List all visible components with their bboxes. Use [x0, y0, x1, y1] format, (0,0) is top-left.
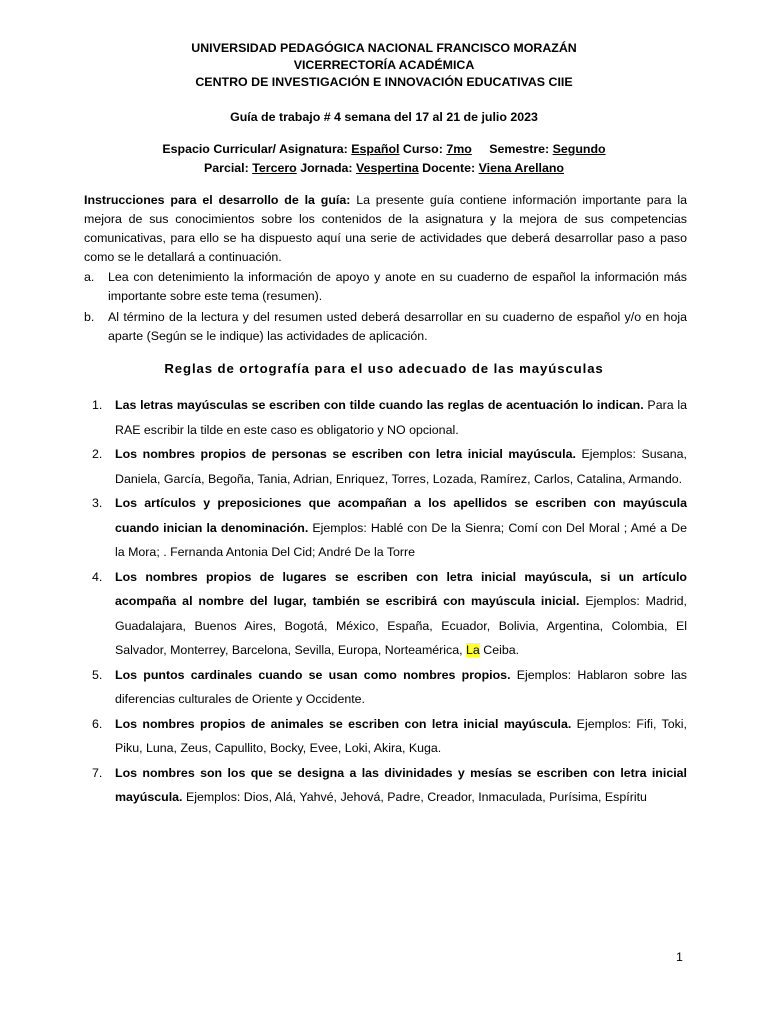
rule-lead: Las letras mayúsculas se escriben con tilde cuando las reglas de acentuación lo indican.	[115, 398, 644, 412]
rule-body: Ejemplos: Susana, Daniela, García, Begoña, Tania, Adrian, Enriquez, Torres, Lozada, Ramírez, Carlos, Catalina, Armando.	[115, 447, 687, 486]
rule-body: Ejemplos: Hablé con De la Sienra; Comí con Del Moral ; Amé a De la Mora; . Fernanda Antonia Del Cid; André De la Torre	[115, 520, 687, 559]
step-text: Al término de la lectura y del resumen usted deberá desarrollar en su cuaderno de español y/o en hoja aparte (Según se le indique) las actividades de aplicación.	[108, 310, 687, 343]
rule-number: 4.	[92, 569, 103, 584]
rule-body: Ejemplos: Hablaron sobre las diferencias culturales de Oriente y Occidente.	[115, 667, 687, 706]
rule-item	[92, 761, 687, 810]
rule-number: 5.	[92, 667, 103, 682]
rule-number: 1.	[92, 398, 103, 412]
rule-lead: Los nombres propios de lugares se escriben con letra inicial mayúscula, si un artículo acompaña al nombre del lugar, también se escribirá con mayúscula inicial.	[115, 569, 687, 608]
rule-text	[115, 491, 687, 565]
docente-label: Docente:	[422, 161, 476, 175]
jornada-label: Jornada:	[300, 161, 353, 175]
semestre-value: Segundo	[552, 142, 606, 156]
meta-line-1	[0, 140, 768, 159]
rule-item	[92, 565, 687, 663]
rule-lead: Los nombres propios de animales se escriben con letra inicial mayúscula.	[115, 716, 572, 731]
rule-text	[115, 663, 687, 712]
instruction-steps	[84, 268, 687, 348]
instructions-lead: Instrucciones para el desarrollo de la guía:	[84, 193, 351, 207]
rule-lead: Los nombres son los que se designa a las divinidades y mesías se escriben con letra inicial mayúscula.	[115, 765, 687, 804]
step-label: a.	[84, 270, 95, 284]
rule-item	[92, 663, 687, 712]
curso-label: Curso:	[402, 142, 443, 156]
step-text: Lea con detenimiento la información de apoyo y anote en su cuaderno de español la información más importante sobre este tema (resumen).	[108, 270, 687, 303]
curso-value: 7mo	[446, 142, 472, 156]
course-meta	[0, 140, 768, 178]
rule-number: 6.	[92, 716, 103, 731]
rule-body: Ejemplos: Dios, Alá, Yahvé, Jehová, Padre, Creador, Inmaculada, Purísima, Espíritu	[182, 790, 647, 804]
asignatura-label: Espacio Curricular/ Asignatura:	[162, 142, 348, 156]
rule-text	[115, 565, 687, 663]
rule-item	[92, 712, 687, 761]
guia-title: Guía de trabajo # 4 semana del 17 al 21 de julio 2023	[230, 110, 538, 124]
rules-list	[92, 393, 687, 810]
step-item	[84, 308, 687, 346]
step-label: b.	[84, 310, 95, 324]
docente-value: Viena Arellano	[478, 161, 565, 175]
highlighted-text: La	[466, 643, 480, 657]
rule-text	[115, 712, 687, 761]
semestre-label: Semestre:	[489, 142, 550, 156]
rule-tail: Ceiba.	[479, 643, 520, 657]
rule-lead: Los artículos y preposiciones que acompañan a los apellidos se escriben con mayúscula cuando inician la denominación.	[115, 496, 687, 535]
meta-line-2	[0, 159, 768, 178]
header-centro: CENTRO DE INVESTIGACIÓN E INNOVACIÓN EDUCATIVAS CIIE	[195, 75, 573, 89]
page-number: 1	[676, 950, 683, 964]
rule-item	[92, 442, 687, 491]
rule-lead: Los puntos cardinales cuando se usan como nombres propios.	[115, 667, 511, 682]
document-header	[0, 40, 768, 91]
header-university: UNIVERSIDAD PEDAGÓGICA NACIONAL FRANCISCO MORAZÁN	[191, 41, 577, 55]
parcial-value: Tercero	[252, 161, 297, 175]
rule-item	[92, 393, 687, 442]
rule-text	[115, 761, 687, 810]
rule-text	[115, 442, 687, 491]
rule-body: Ejemplos: Madrid, Guadalajara, Buenos Aires, Bogotá, México, España, Ecuador, Bolivia, Argentina, Colombia, El Salvador, Monterrey, Barcelona, Sevilla, Europa, Norteamérica,	[115, 594, 687, 657]
instructions-text: La presente guía contiene información importante para la mejora de sus conocimientos sobre los contenidos de la asignatura y la mejora de sus competencias comunicativas, para ello se ha dispuesto aquí una serie de actividades que deberá desarrollar paso a paso como se le detallará a continuación.	[84, 193, 687, 264]
rule-text	[115, 393, 687, 442]
rule-number: 2.	[92, 447, 103, 461]
instructions-paragraph	[84, 191, 687, 267]
rule-body: Para la RAE escribir la tilde en este caso es obligatorio y NO opcional.	[115, 398, 687, 437]
jornada-value: Vespertina	[356, 161, 419, 175]
rule-body: Ejemplos: Fifi, Toki, Piku, Luna, Zeus, Capullito, Bocky, Evee, Loki, Akira, Kuga.	[115, 716, 687, 755]
section-title: Reglas de ortografía para el uso adecuado de las mayúsculas	[164, 361, 604, 376]
rule-lead: Los nombres propios de personas se escriben con letra inicial mayúscula.	[115, 447, 576, 461]
step-item	[84, 268, 687, 306]
rule-number: 7.	[92, 765, 103, 780]
parcial-label: Parcial:	[203, 161, 249, 175]
header-vicerrectoria: VICERRECTORÍA ACADÉMICA	[293, 58, 475, 72]
asignatura-value: Español	[351, 142, 400, 156]
rule-number: 3.	[92, 496, 103, 510]
rule-item	[92, 491, 687, 565]
